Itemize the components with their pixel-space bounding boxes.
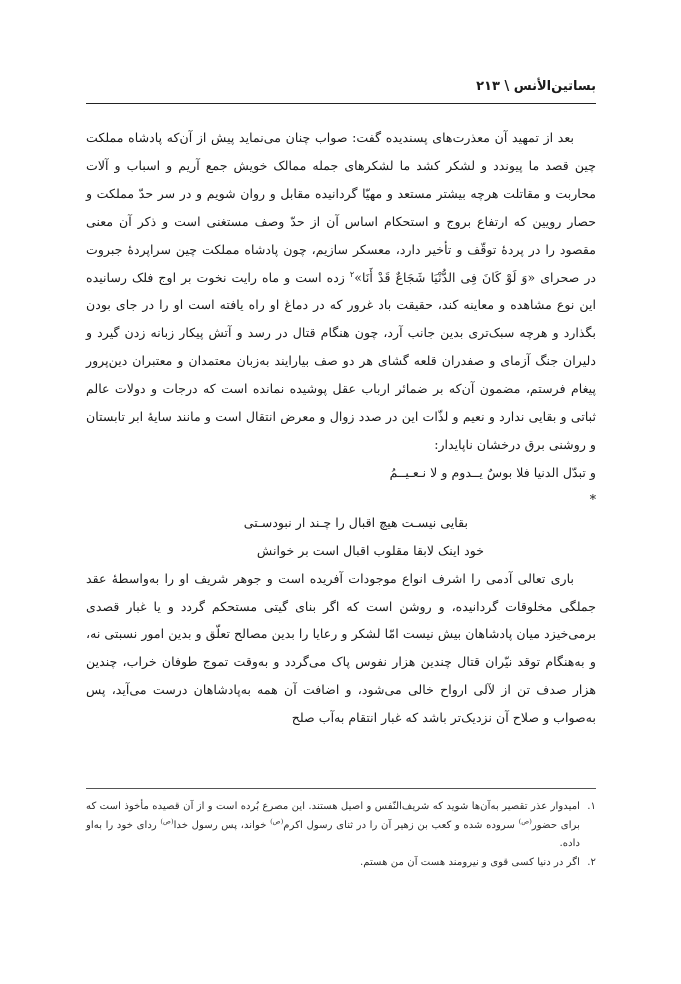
footnote-rule xyxy=(86,788,596,789)
persian-verse-line-1: بقایی نیسـت هیچ اقبال را چـند ار نبودسـتی xyxy=(243,514,468,530)
footnote-text: ردای خود را به‌او داده. xyxy=(86,819,580,850)
footnote-text: خواند، پس رسول خدا xyxy=(173,819,271,831)
footnote-2 xyxy=(86,854,596,873)
body-text xyxy=(86,124,596,732)
paragraph-1-text: بعد از تمهید آن معذرت‌های پسندیده گفت: صواب چنان می‌نماید پیش از آن‌که پادشاه مملکت چین قصد ما پیوندد و لشکر کشد ما لشکرهای جمله ممالک خویش جمع آریم و اسباب و آلات محاربت و مقاتلت هرچه بیشتر مستعد و مهیّا گردانیده مقابل و روان شویم و در سر حدّ مملکت و حصار رویین که ارتفاع بروج و استحکام اساس آن از حدّ وصف مستغنی است و ذکر آن معنی مقصود را در پردهٔ توقّف و تأخیر دارد، معسکر سازیم، چون پادشاه مملکت چین سراپردهٔ جبروت در صحرای «وَ لَوْ کَانَ فِی الدُّنْیَا شَجَاعٌ قَدْ أَنَا» xyxy=(86,130,597,285)
footnote-text: اگر در دنیا کسی قوی و نیرومند هست آن من هستم. xyxy=(359,856,580,868)
running-header: بساتین‌الأنس \ ۲۱۳ xyxy=(476,79,596,94)
footnote-sup: (ص) xyxy=(270,817,284,826)
persian-verse-line-2: خود اینک لابقا مقلوب اقبال است بر خوانش xyxy=(256,542,484,558)
paragraph-1 xyxy=(86,124,596,459)
footnote-1 xyxy=(86,798,596,854)
arabic-verse: و تبدّل الدنیا فلا بوسٌ یــدوم و لا نـعـیــمُ xyxy=(389,464,596,480)
footnote-ref-2: ۲ xyxy=(349,268,355,279)
paragraph-1-continued: زده است و ماه رایت نخوت بر اوج فلک رسانیده این نوع مشاهده و معاینه کند، حقیقت باد غرور که در دماغ او راه یافته است او را در جای بودن بگذارد و هرچه سبک‌تری بدین جانب آرد، چون هنگام قتال در رسد و آتش پیکار زبانه زدن گیرد و دلیران جنگ آزمای و صفدران قلعه گشای هر دو صف بیارایند به‌زبان معتمدان و معتبران دین‌پرور پیغام فرستم، مضمون آن‌که بر ضمائر ارباب عقل پوشیده نمانده است که درجات و دولات عالم ثباتی و بقایی ندارد و نعیم و لذّات این در صدد زوال و معرض انتقال است و مانند سایهٔ ابر تابستان و روشنی برق درخشان ناپایدار: xyxy=(86,269,596,452)
footnotes xyxy=(86,798,596,872)
verse-separator: * xyxy=(589,491,596,507)
footnote-sup: (ص) xyxy=(160,817,174,826)
footnote-sup: (ص) xyxy=(518,817,532,826)
footnote-number: ۲. xyxy=(587,856,596,868)
footnote-text: امیدوار عذر تقصیر به‌آن‌ها شوید که شریف‌النّفس و اصیل هستند. این مصرع بُرده است و از آن قصیده مأخوذ است که برای حضور xyxy=(86,801,580,831)
paragraph-2: باری تعالی آدمی را اشرف انواع موجودات آفریده است و جوهر شریف او را به‌واسطهٔ عقد جملگی مخلوقات گردانیده، و روشن است که اگر بنای گیتی مستحکم گردد و یا غبار قصدی برمی‌خیزد میان پادشاهان بیش نیست امّا لشکر و رعایا را بدین مصالح تعلّق و بدین امور نسبتی نه، و به‌هنگام توقد نیّران قتال چندین هزار نفوس پاک می‌گردد و به‌وقت تموج طوفان خراب، چندین هزار صدف تن از لآلی ارواح خالی می‌شود، و اضافت آن همه به‌پادشاهان درست می‌آید، پس به‌صواب و صلاح آن نزدیک‌تر باشد که غبار انتقام به‌آب صلح xyxy=(86,570,596,726)
footnote-text: سروده شده و کعب بن زهیر آن را در ثنای رسول اکرم xyxy=(283,819,519,831)
footnote-number: ۱. xyxy=(587,801,596,812)
header-rule xyxy=(86,103,596,104)
